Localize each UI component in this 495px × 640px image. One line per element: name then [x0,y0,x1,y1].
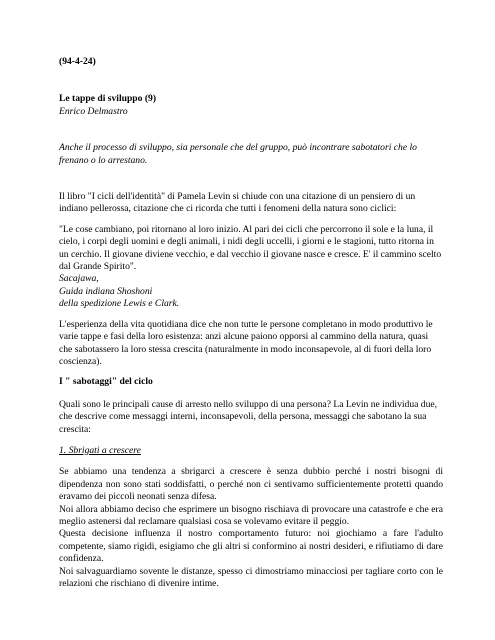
question-paragraph: Quali sono le principali cause di arresto nello sviluppo di una persona? La Levin ne individua due, che descrive come messaggi interni, inconsapevoli, della persona, messaggi che sabotano la sua crescita: [59,398,438,435]
quote-author-name: Sacajawa, [59,273,99,285]
document-body [59,56,443,590]
body-paragraph-3: Questa decisione influenza il nostro comportamento futuro: noi giochiamo a fare l'adulto competente, siamo rigidi, esigiamo che gli altri si conformino ai nostri desideri, e rifiutiamo di dare confidenza. [59,528,443,565]
body-paragraph-2: Noi allora abbiamo deciso che esprimere un bisogno rischiava di provocare una catastrofe e che era meglio astenersi dal reclamare qualsiasi cosa se volevamo evitare il peggio. [59,503,443,527]
section-heading: I " sabotaggi" del ciclo [59,376,153,388]
native-quote: "Le cose cambiano, poi ritornano al loro inizio. Al pari dei cicli che percorrono il sole e la luna, il cielo, i corpi degli uomini e degli animali, i nidi degli uccelli, i giorni e le stagioni, tutto ritorna in un cerchio. Il giovane diviene vecchio, e dal vecchio il giovane nasce e cresce. E' il cammino scelto dal Grande Spirito". [59,223,442,273]
quote-author-role: Guida indiana Shoshoni [59,285,153,297]
document-code: (94-4-24) [59,56,96,67]
quote-author-expedition: della spedizione Lewis e Clark. [59,298,180,310]
body-paragraph-1: Se abbiamo una tendenza a sbrigarci a crescere è senza dubbio perché i nostri bisogni di dipendenza non sono stati soddisfatti, o perché non ci sentivamo sufficientemente protetti quando eravamo dei piccoli neonati senza difesa. [59,466,443,503]
experience-paragraph: L'esperienza della vita quotidiana dice che non tutte le persone completano in modo produttivo le varie tappe e fasi della loro esistenza: anzi alcune paiono opporsi al cammino della natura, quasi che sabotassero la loro stessa crescita (naturalmente in modo inconsapevole, al di fuori della loro coscienza). [59,318,433,367]
body-paragraph-4: Noi salvaguardiamo sovente le distanze, spesso ci dimostriamo minacciosi per tagliare corto con le relazioni che rischiano di divenire intime. [59,565,443,589]
subsection-heading: 1. Sbrigati a crescere [59,444,141,456]
article-abstract: Anche il processo di sviluppo, sia personale che del gruppo, può incontrare sabotatori che lo frenano o lo arrestano. [59,142,417,166]
article-author: Enrico Delmastro [59,105,128,117]
intro-paragraph: Il libro "I cicli dell'identità" di Pamela Levin si chiude con una citazione di un pensiero di un indiano pellerossa, citazione che ci ricorda che tutti i fenomeni della natura sono ciclici: [59,191,416,215]
article-title: Le tappe di sviluppo (9) [59,93,157,105]
